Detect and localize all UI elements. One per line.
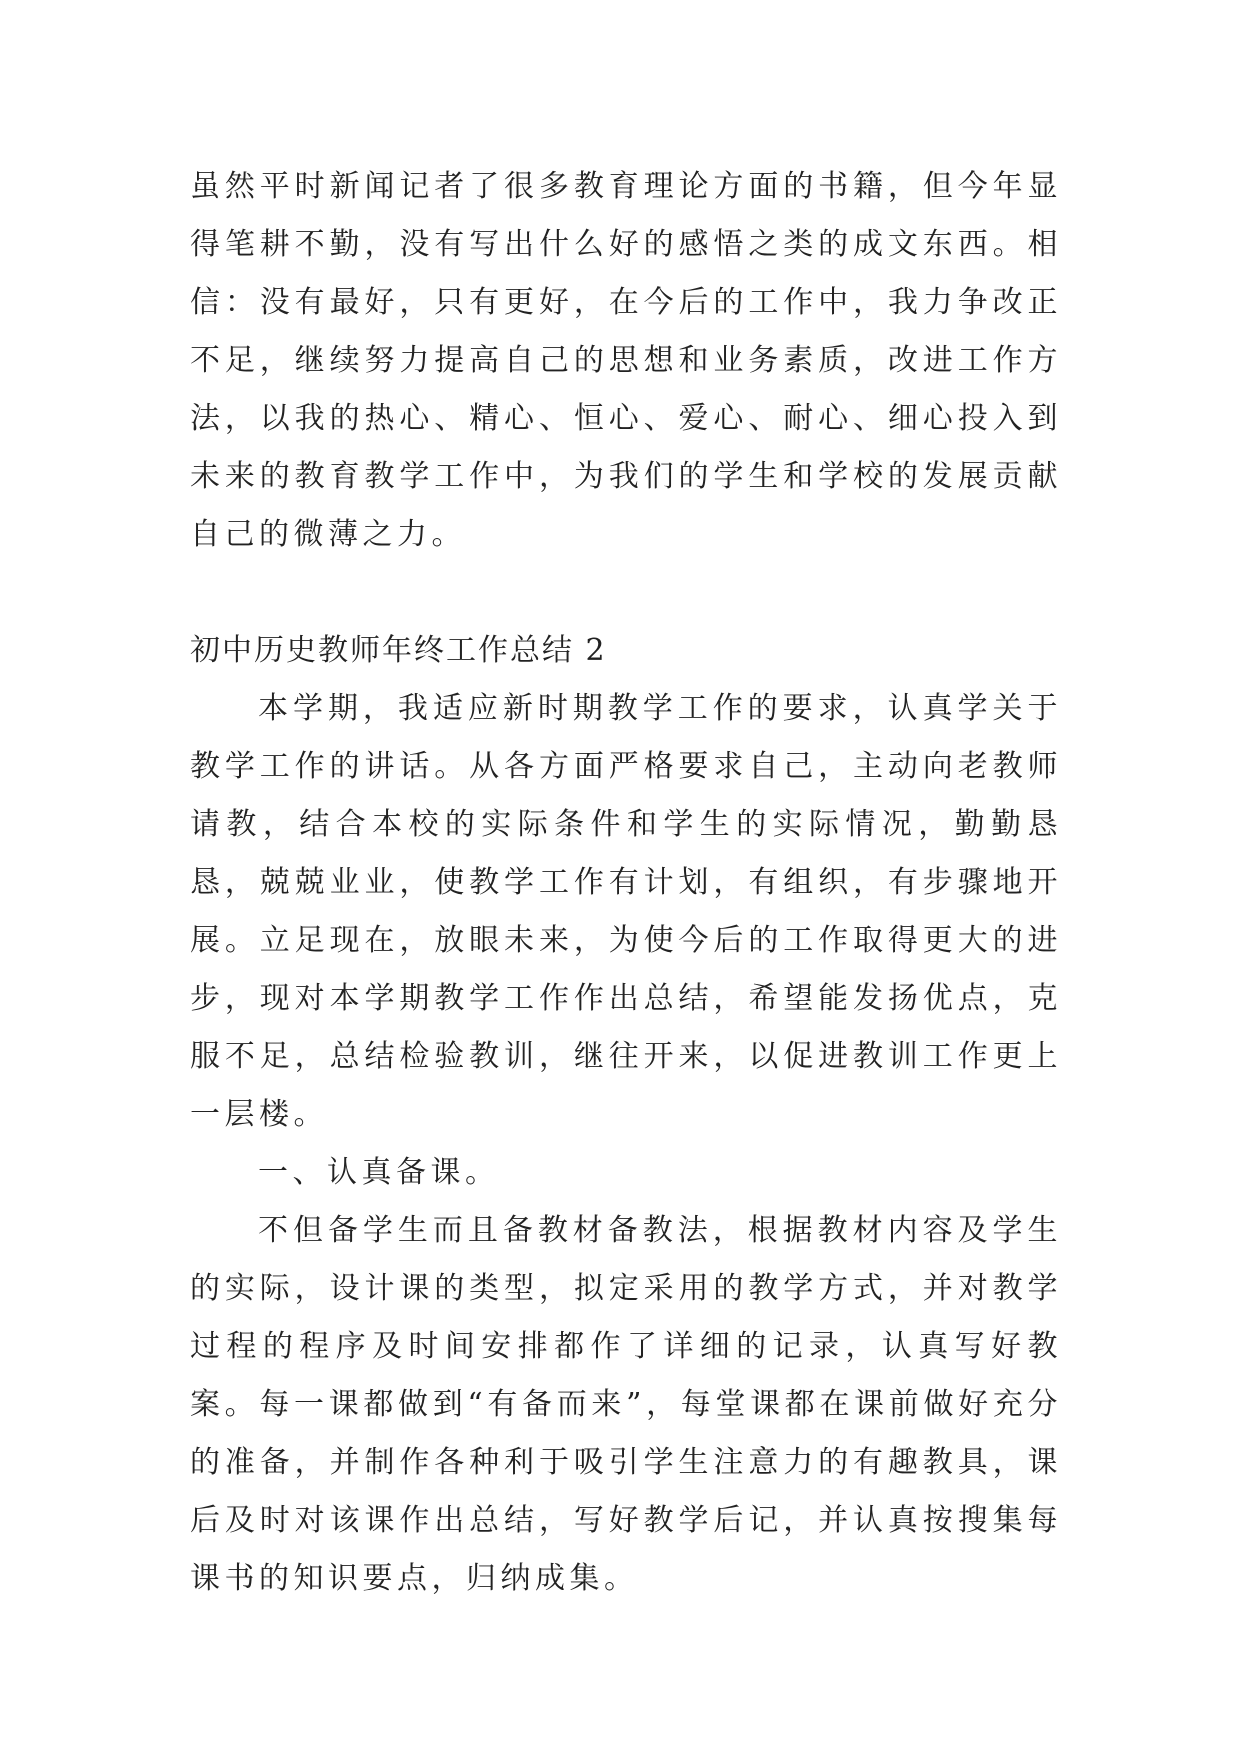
closing-paragraph: 虽然平时新闻记者了很多教育理论方面的书籍，但今年显得笔耕不勤，没有写出什么好的感悟之类的成文东西。相信：没有最好，只有更好，在今后的工作中，我力争改正不足，继续努力提高自己的思想和业务素质，改进工作方法，以我的热心、精心、恒心、爱心、耐心、细心投入到未来的教育教学工作中，为我们的学生和学校的发展贡献自己的微薄之力。 — [190, 169, 1062, 552]
intro-paragraph: 本学期，我适应新时期教学工作的要求，认真学关于教学工作的讲话。从各方面严格要求自己，主动向老教师请教，结合本校的实际条件和学生的实际情况，勤勤恳恳，兢兢业业，使教学工作有计划，有组织，有步骤地开展。立足现在，放眼未来，为使今后的工作取得更大的进步，现对本学期教学工作作出总结，希望能发扬优点，克服不足，总结检验教训，继往开来，以促进教训工作更上一层楼。 — [190, 691, 1062, 1132]
paragraph-spacer — [190, 564, 1062, 622]
subheading-prepare-lessons: 一、认真备课。 — [258, 1155, 500, 1190]
lesson-prep-paragraph: 不但备学生而且备教材备教法，根据教材内容及学生的实际，设计课的类型，拟定采用的教学方式，并对教学过程的程序及时间安排都作了详细的记录，认真写好教案。每一课都做到“有备而来”，每堂课都在课前做好充分的准备，并制作各种利于吸引学生注意力的有趣教具，课后及时对该课作出总结，写好教学后记，并认真按搜集每课书的知识要点，归纳成集。 — [190, 1213, 1062, 1596]
section-title: 初中历史教师年终工作总结 2 — [190, 633, 607, 668]
document-body — [190, 158, 1062, 1608]
